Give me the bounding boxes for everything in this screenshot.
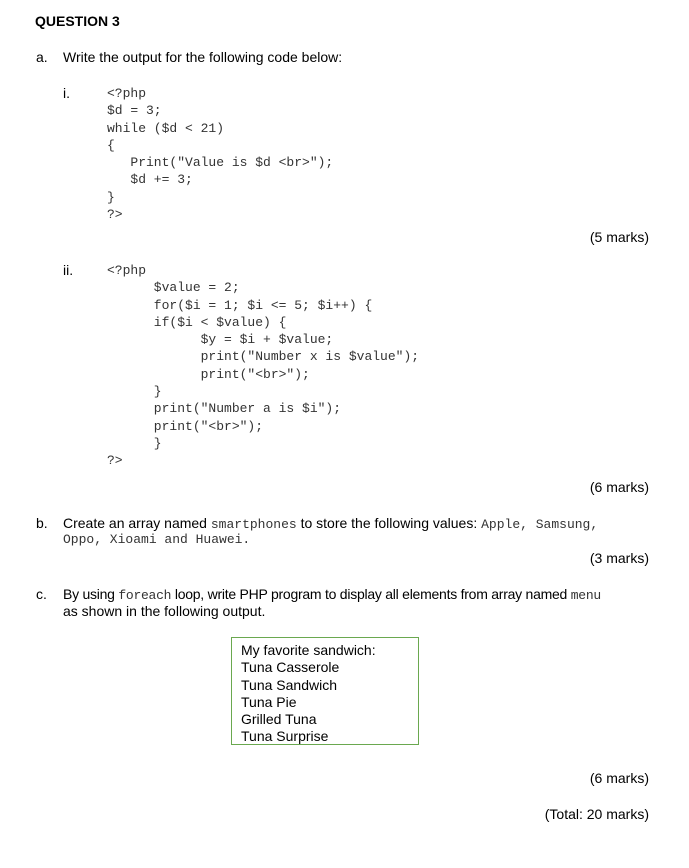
part-b-values-line2: Oppo, Xioami and Huawei. [63, 532, 251, 547]
part-a-text: Write the output for the following code below: [63, 49, 343, 65]
part-a-i-numeral: i. [63, 85, 70, 101]
output-line: My favorite sandwich: [241, 642, 376, 658]
part-c-line2: as shown in the following output. [63, 603, 266, 619]
part-c-letter: c. [36, 586, 47, 602]
part-a-letter: a. [36, 49, 48, 65]
code-block-ii: <?php $value = 2; for($i = 1; $i <= 5; $i++) { if($i < $value) { $y = $i + $value; print("Number x is $value"); print("<br>"); } print("Number a is $i"); print("<br>"); } ?> [107, 263, 420, 469]
total-marks: (Total: 20 marks) [544, 806, 649, 822]
sample-output-box [231, 637, 419, 745]
output-line: Tuna Pie [241, 693, 297, 710]
output-line: Tuna Casserole [241, 659, 340, 676]
code-block-i: <?php $d = 3; while ($d < 21) { Print("Value is $d <br>"); $d += 3; } ?> [107, 86, 334, 223]
part-b-line1 [63, 515, 598, 532]
part-c-array-name: menu [570, 588, 601, 603]
output-line: Grilled Tuna [241, 711, 317, 728]
part-c-keyword: foreach [118, 588, 172, 603]
question-title: QUESTION 3 [35, 13, 120, 29]
part-c-mid: loop, write PHP program to display all elements from array named [171, 586, 571, 602]
marks-c: (6 marks) [589, 770, 649, 786]
part-a-ii-numeral: ii. [63, 262, 74, 278]
output-line: Tuna Surprise [241, 728, 329, 745]
part-b-values-line1: Apple, Samsung, [481, 517, 599, 532]
part-c-prefix: By using [63, 586, 119, 602]
output-line: Tuna Sandwich [241, 676, 337, 693]
marks-a-i: (5 marks) [589, 229, 649, 245]
part-b-mid: to store the following values: [296, 515, 482, 531]
marks-a-ii: (6 marks) [589, 479, 649, 495]
part-c-line1 [63, 586, 601, 603]
part-b-letter: b. [36, 515, 48, 531]
marks-b: (3 marks) [589, 550, 649, 566]
part-b-array-name: smartphones [210, 517, 297, 532]
part-b-prefix: Create an array named [63, 515, 211, 531]
